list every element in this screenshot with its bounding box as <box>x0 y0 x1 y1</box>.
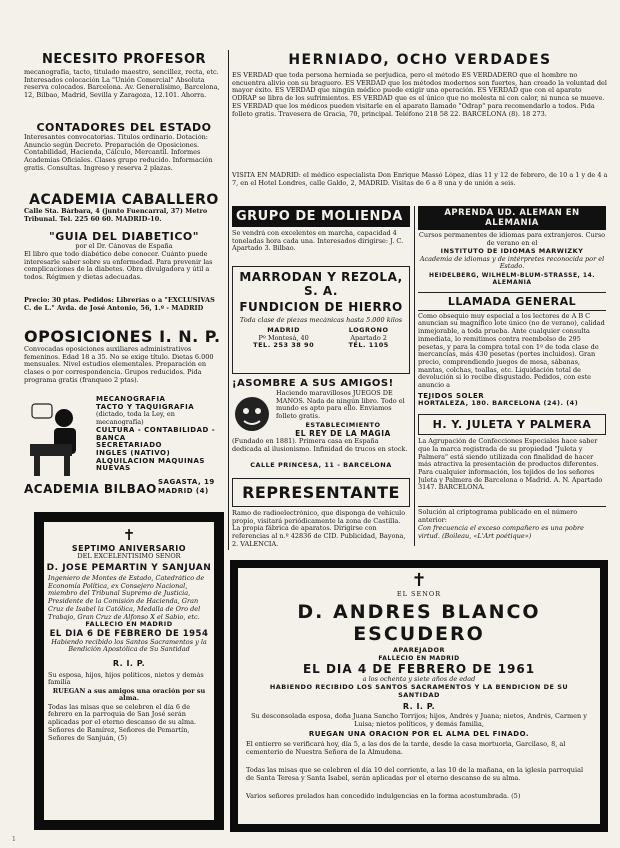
guia-text: El libro que todo diabético debe conocer. Cuánto puede interesarle saber sobre su enfermedad. Para prevenir las complicaciones de la diabetes. Obra divulgadora y útil a todos. Régimen y dietas adecuadas. <box>24 251 213 282</box>
hijos-title: H. Y. JULETA Y PALMERA <box>418 414 606 435</box>
representante-title: REPRESENTANTE <box>232 478 410 507</box>
academia-bilbao-address: SAGASTA, 19 MADRID (4) <box>158 478 215 495</box>
hernando-text: ES VERDAD que toda persona herniada se perjudica, pero el método ES VERDADERO que el hombre no encuentra alivio con su braguero. ES VERDAD que los métodos modernos son fuertes, han creado la voluntad del mayor éxito. ES VERDAD que ningún médico puede exigir una operación. ES VERDAD que con el aparato ODRAP se libra de los sufrimientos. ES VERDAD que es el único que no molesta ni con calor, ni nunca se mueve. ES VERDAD que los médicos pueden visitarle en el aparato llamado "Odrap" para recomendarlo a todos. Pida folleto gratis. Travesera de Gracia, 70, principal. Teléfono 218 58 22. BARCELONA (8). 18 273. <box>232 72 607 118</box>
obit1-details: Ingeniero de Montes de Estado, Catedrático de Economía Política, ex Consejero Nacional, miembro del Tribunal Supremo de Justicia, Presidente de la Comisión de Hacienda, Gran Cruz de Isabel la Católica, Medalla de Oro del Trabajo, Gran Cruz de Alfonso X el Sabio, etc. <box>48 575 205 621</box>
magician-face-icon <box>232 394 272 434</box>
column-divider-2 <box>414 206 415 546</box>
marrodan-city-0: MADRID <box>267 327 300 334</box>
obit1-cross: ✝ <box>122 526 136 544</box>
obit2-misas: Todas las misas que se celebren el día 10 del corriente, a las 10 de la mañana, en la iglesia parroquial de Santa Teresa y Santa Isabel, serán aplicadas por el eterno descanso de su alma. <box>246 767 584 782</box>
aprenda-sub: Academia de idiomas y de intérpretes reconocida por el Estado. <box>419 255 605 271</box>
obit2-entierro: El entierro se verificará hoy, día 5, a las dos de la tarde, desde la casa mortuoria, Garcilaso, 8, al cementerio de Nuestra Señora de la Almudena. <box>246 741 566 756</box>
obit2-sacramentos: HABIENDO RECIBIDO LOS SANTOS SACRAMENTOS Y LA BENDICION DE SU SANTIDAD <box>269 684 569 700</box>
llamada-company: TEJIDOS SOLER <box>418 392 485 400</box>
obit1-note: Todas las misas que se celebren el día 6 de febrero en la parroquia de San José serán aplicadas por el eterno descanso de su alma. Señores de Ramírez, Señores de Pemartín, Señores de Sanjuán, (5) <box>48 703 197 742</box>
obit1-ruegan: RUEGAN a sus amigos una oración por su alma. <box>52 687 206 703</box>
marrodan-phone-1: TEL. 1105 <box>348 341 389 350</box>
bilbao-item-0: MECANOGRAFIA <box>96 396 166 403</box>
solucion-text: Solución al criptograma publicado en el número anterior: <box>418 506 606 525</box>
marrodan-address-1: Apartado 2 <box>350 333 387 342</box>
aprenda-title: APRENDA UD. ALEMAN EN ALEMANIA <box>418 206 606 230</box>
asombre-est: ESTABLECIMIENTO <box>305 422 381 429</box>
aprenda-text: Cursos permanentes de idiomas para extranjeros. Curso de verano en el <box>418 232 606 247</box>
obit1-prefix: DEL EXCELENTISIMO SEÑOR <box>77 553 181 560</box>
obit2-name: D. ANDRES BLANCO ESCUDERO <box>297 601 541 645</box>
bilbao-item-2: (dictado, toda la Ley, en mecanografía) <box>96 411 175 427</box>
llamada-title: LLAMADA GENERAL <box>418 292 606 311</box>
bilbao-item-6: ALQUILACION MAQUINAS NUEVAS <box>96 457 205 473</box>
guia-price: Precio: 30 ptas. Pedidos: Librerías o a "EXCLUSIVAS C. de L." Avda. de José Antonio, 56, 1.º - MADRID <box>24 297 215 312</box>
column-divider-1 <box>228 50 229 550</box>
academia-caballero-text: Calle Sta. Bárbara, 4 (junto Fuencarral, 37) Metro Tribunal. Tel. 225 60 60. MADRID-10. <box>24 208 208 223</box>
marrodan-tagline: Toda clase de piezas mecánicas hasta 5.000 kilos <box>239 317 403 324</box>
academia-caballero-title: ACADEMIA CABALLERO <box>29 192 219 208</box>
asombre-address: CALLE PRINCESA, 11 - BARCELONA <box>250 462 392 469</box>
contadores-text: Interesantes convocatorias. Títulos ordinario. Dotación: Anuncio según Decreto. Preparación de Oposiciones. Contabilidad, Hacienda, Cálculo, Mercantil. Informes Academias Oficiales. Clases grupo reducido. Información gratis. Consultas. Ingreso y reserva 2 plazas. <box>24 134 213 172</box>
obit1-name: D. JOSE PEMARTIN Y SANJUAN <box>46 563 212 573</box>
obituary-pemartin <box>34 512 224 830</box>
obit2-fallecio: FALLECIO EN MADRID <box>378 654 460 662</box>
necesito-text: mecanografía, tacto, titulado maestro, sencillez, recta, etc. Interesados colocación La "Unión Comercial" Absoluta reserva colocados. Barcelona. Av. Generalísimo, Barcelona, 12, Bilbao, Madrid, Sevilla y Zaragoza, 12.101. Ahorra. <box>24 69 220 100</box>
hernando-extra: VISITA EN MADRID: el médico especialista Don Enrique Massó López, días 11 y 12 de febrero, de 10 a 1 y de 4 a 7, en el Hotel Londres, calle Galdo, 2, MADRID. Visitas de 6 a 8 una y de unión a seis. <box>232 172 608 187</box>
obit2-date: EL DIA 4 DE FEBRERO DE 1961 <box>302 662 536 677</box>
aprenda-address: HEIDELBERG, WILHELM-BLUM-STRASSE, 14. ALEMANIA <box>428 271 596 287</box>
aprenda-institute: INSTITUTO DE IDIOMAS MARWIZKY <box>440 248 584 255</box>
obit1-fallecio: FALLECIO EN MADRID <box>85 621 173 628</box>
grupo-text: Se vendrá con excelentes en marcha, capacidad 4 toneladas hora cada una. Interesados dirigirse: J. C. Apartado 3. Bilbao. <box>232 230 404 253</box>
hernando-title: HERNIADO, OCHO VERDADES <box>288 52 552 68</box>
obit2-rip: R. I. P. <box>402 702 436 712</box>
necesito-title: NECESITO PROFESOR <box>41 52 207 67</box>
bilbao-item-5: INGLES (NATIVO) <box>96 449 171 457</box>
obit1-date: EL DIA 6 DE FEBRERO DE 1954 <box>49 628 209 639</box>
hijos-text: La Agrupación de Confecciones Especiales hace saber que la marca registrada de su propiedad "Juleta y Palmera" está siendo utilizada con finalidad de hacer más atractiva la presentación de productos diferentes. Para cualquier información, los tejidos de los señores Juleta y Palmera de Barcelona o Madrid. A. N. Apartado 3147. BARCELONA. <box>418 438 603 492</box>
typist-illustration-icon <box>24 400 90 478</box>
marrodan-city-1: LOGROÑO <box>348 327 389 334</box>
asombre-founded: (Fundado en 1881). Primera casa en España dedicada al ilusionismo. Infinidad de trucos en stock. <box>232 438 408 453</box>
oposiciones-text: Convocadas oposiciones auxiliares administrativos femeninos. Edad 18 a 35. No se exige título. Dietas 6.000 mensuales. Nivel estudios elementales. Preparación en clases o por correspondencia. Grupos reducidos. Pida programa gratis (franqueo 2 ptas). <box>24 346 214 384</box>
obit1-family: Su esposa, hijos, hijos políticos, nietos y demás familia <box>48 671 204 687</box>
column-2-ads <box>232 206 410 558</box>
page-number: 1 <box>12 836 16 843</box>
grupo-title: GRUPO DE MOLIENDA <box>232 206 410 227</box>
obit2-ruegan: RUEGAN UNA ORACIÓN POR EL ALMA DEL FINADO. <box>308 731 530 739</box>
column-2 <box>232 52 608 196</box>
bilbao-item-4: SECRETARIADO <box>96 442 162 450</box>
obit1-anniversary: SEPTIMO ANIVERSARIO <box>71 544 187 553</box>
academia-bilbao-illustration <box>24 400 90 478</box>
oposiciones-title: OPOSICIONES I. N. P. <box>24 327 221 346</box>
obit2-apareja: APAREJADOR <box>392 647 446 654</box>
obit2-prefix: EL SEÑOR <box>396 591 442 598</box>
bilbao-item-3: CULTURA - CONTABILIDAD - BANCA <box>96 426 216 442</box>
marrodan-madrid <box>253 327 314 350</box>
obit2-age: a los ochenta y siete años de edad <box>362 676 476 684</box>
guia-subtitle: por el Dr. Cánovas de España <box>75 243 173 250</box>
asombre-text: Haciendo maravillosos JUEGOS DE MANOS. Nada de ningún libro. Todo el mundo es apto para ello. Enviamos folleto gratis. <box>276 390 405 421</box>
asombre-name: EL REY DE LA MAGIA <box>295 430 391 438</box>
llamada-text: Como obsequio muy especial a los lectores de A B C anuncian su magnífico lote único (no de verano), calidad inmejorable, a toda prueba. Ante cualquier consulta inmediata, lo remitimos contra reembolso de 295 pesetas, y para la compra total con 1º de toda clase de mercancías, más 430 pesetas (portes incluidos). Gran precio, comprendiendo juegos de mesa, sábanas, mantas, colchas, toallas, etc. Liquidación total de devolución si lo recibe disgustado. Pedidos, con este anuncio a <box>418 312 605 390</box>
llamada-address: HORTALEZA, 180. BARCELONA (24). (4) <box>418 400 579 408</box>
column-3 <box>418 206 606 548</box>
obit2-family: Su desconsolada esposa, doña Juana Sancho Torrijos; hijos, Andrés y Juana; nietos, Andrés, Carmen y Luisa; nietos políticos, y demás familia, <box>251 713 587 729</box>
bilbao-item-1: TACTO Y TAQUIGRAFIA <box>96 403 195 411</box>
solucion-quote: Con frecuencia el exceso compañero es una pobre virtud. (Boileau, «L'Art poétique») <box>418 525 584 540</box>
representante-text: Ramo de radioelectrónico, que disponga de vehículo propio, visitará periódicamente la zona de Castilla. La propia fábrica de aparatos. Dirigirse con referencias al n.º 42836 de CID. Publicidad, Bayona, 2. VALENCIA. <box>232 510 406 548</box>
asombre-title: ¡ASOMBRE A SUS AMIGOS! <box>232 378 394 389</box>
marrodan-phone-0: TEL. 253 38 90 <box>253 341 315 350</box>
marrodan-address-0: Pº Montesá, 40 <box>258 333 309 342</box>
marrodan-name: MARRODAN Y REZOLA, S. A. <box>239 270 403 298</box>
obit1-sacramentos: Habiendo recibido los Santos Sacramentos y la Bendición Apostólica de Su Santidad <box>51 638 207 654</box>
obit2-indulg: Varios señores prelados han concedido indulgencias en la forma acostumbrada. (5) <box>246 793 521 801</box>
marrodan-logrono <box>348 327 388 350</box>
guia-title: "GUIA DEL DIABETICO" <box>49 230 199 243</box>
contadores-title: CONTADORES DEL ESTADO <box>36 121 212 134</box>
obit2-cross: ✝ <box>411 570 427 591</box>
obit1-rip: R. I. P. <box>112 658 146 668</box>
marrodan-fundicion: FUNDICION DE HIERRO <box>239 300 403 314</box>
academia-bilbao-name: ACADEMIA BILBAO <box>24 482 157 496</box>
obituary-blanco <box>230 560 608 832</box>
